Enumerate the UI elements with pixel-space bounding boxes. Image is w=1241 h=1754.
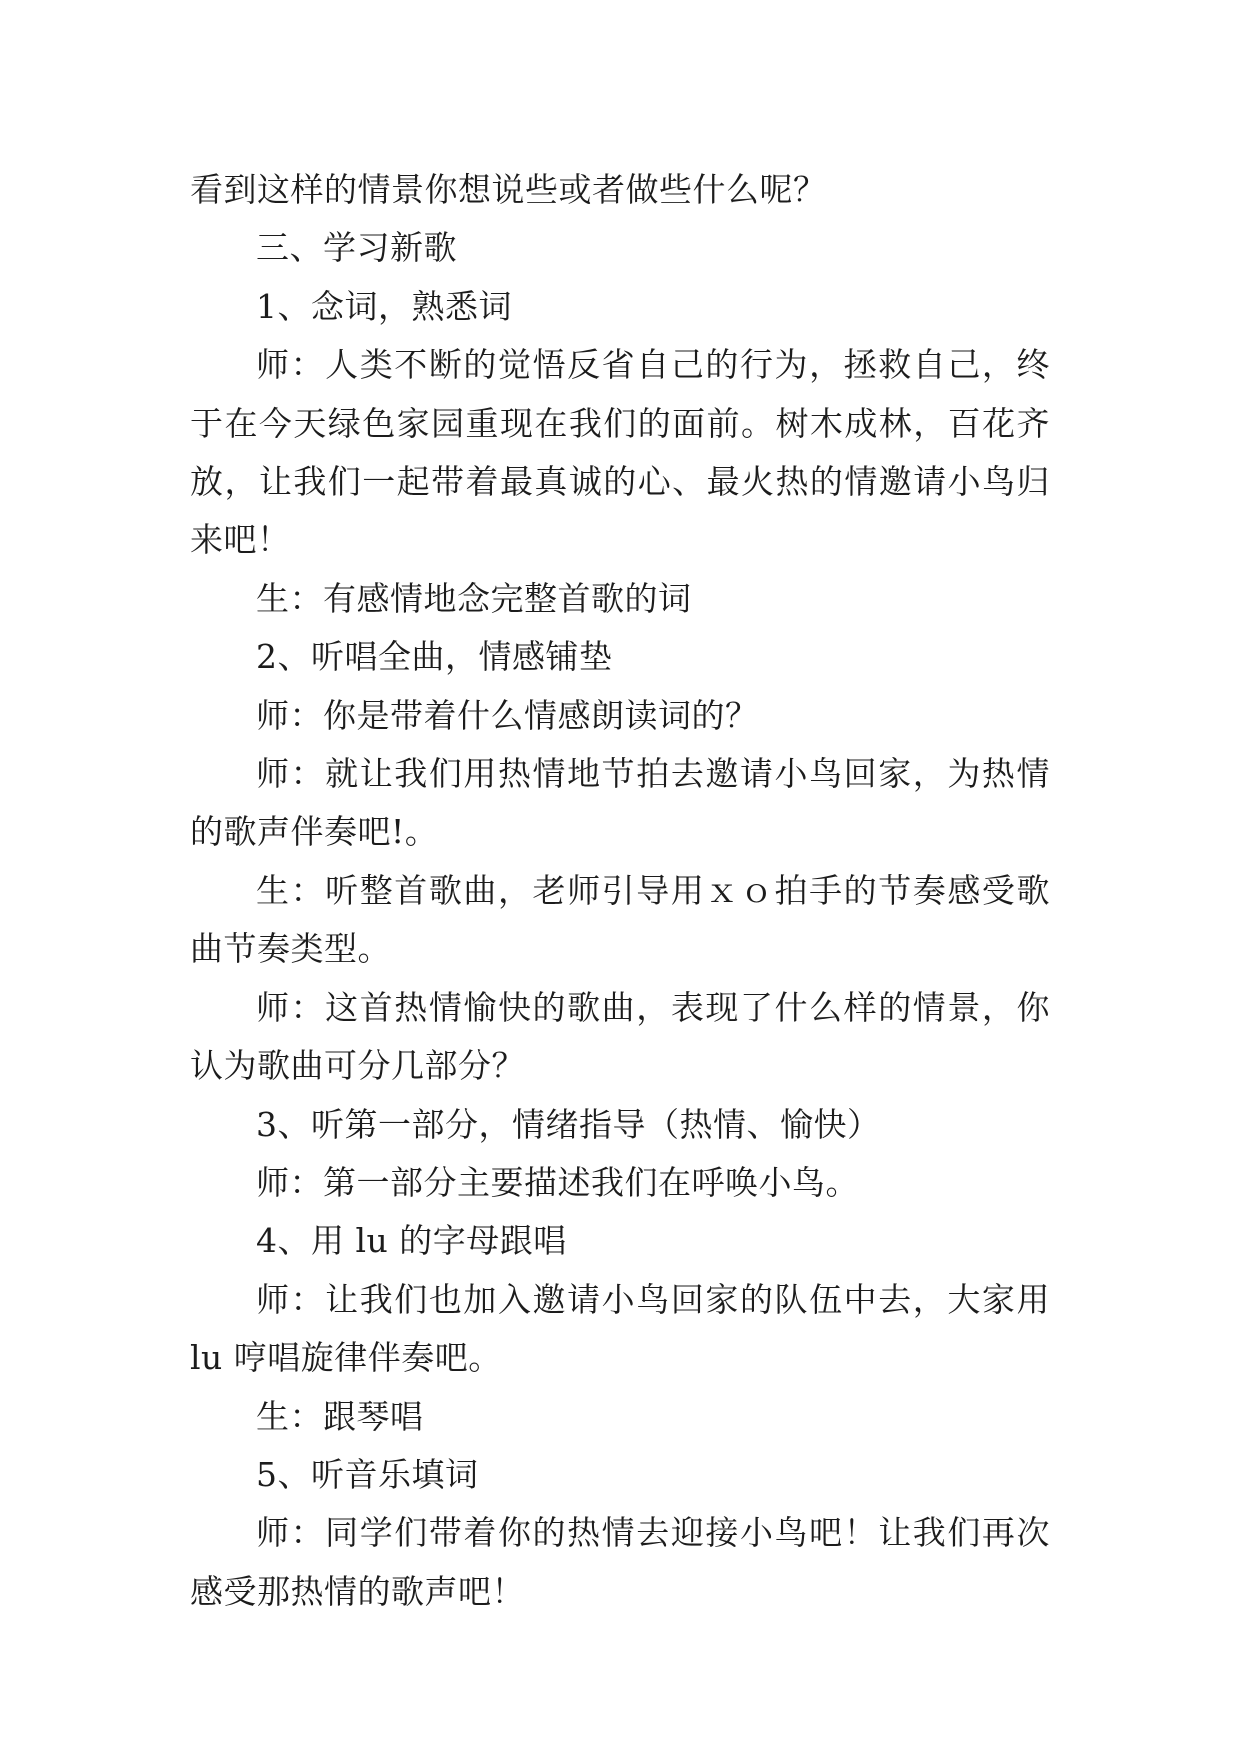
step-heading-3: 3、听第一部分，情绪指导（热情、愉快） [256,1104,881,1144]
paragraph-teacher-1: 师：人类不断的觉悟反省自己的行为，拯救自己，终于在今天绿色家园重现在我们的面前。树木成林，百花齐放，让我们一起带着最真诚的心、最火热的情邀请小鸟归来吧！ [190,345,1050,560]
paragraph-teacher-7: 师：同学们带着你的热情去迎接小鸟吧！让我们再次感受那热情的歌声吧！ [190,1513,1050,1611]
paragraph-student-3: 生：跟琴唱 [256,1396,424,1436]
paragraph-intro-question: 看到这样的情景你想说些或者做些什么呢？ [190,170,827,209]
paragraph-teacher-2: 师：你是带着什么情感朗读词的？ [256,695,759,735]
step-heading-5: 5、听音乐填词 [256,1454,479,1494]
section-heading-learn-new-song: 三、学习新歌 [256,228,457,268]
paragraph-student-2: 生：听整首歌曲，老师引导用ｘｏ拍手的节奏感受歌曲节奏类型。 [190,870,1050,969]
document-body [190,161,1050,1621]
paragraph-teacher-6: 师：让我们也加入邀请小鸟回家的队伍中去，大家用 lu 哼唱旋律伴奏吧。 [190,1279,1050,1378]
step-heading-1: 1、念词，熟悉词 [256,286,512,326]
paragraph-student-1: 生：有感情地念完整首歌的词 [256,578,692,618]
paragraph-teacher-5: 师：第一部分主要描述我们在呼唤小鸟。 [256,1162,859,1202]
step-heading-4: 4、用 lu 的字母跟唱 [256,1221,567,1261]
paragraph-teacher-3: 师：就让我们用热情地节拍去邀请小鸟回家，为热情的歌声伴奏吧!。 [190,754,1050,852]
paragraph-teacher-4: 师：这首热情愉快的歌曲，表现了什么样的情景，你认为歌曲可分几部分？ [190,987,1050,1086]
step-heading-2: 2、听唱全曲，情感铺垫 [256,637,613,677]
